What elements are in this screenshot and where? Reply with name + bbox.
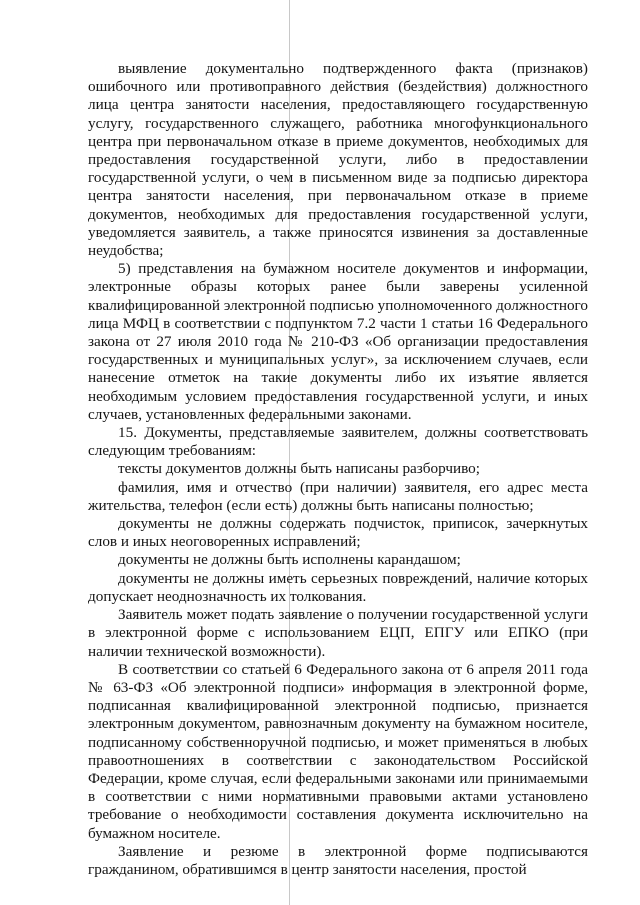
- document-body: [88, 60, 588, 879]
- paragraph-application-signing: Заявление и резюме в электронной форме подписываются гражданином, обратившимся в центр занятости населения, простой: [88, 842, 588, 878]
- paragraph-requirement-full-name: фамилия, имя и отчество (при наличии) заявителя, его адрес места жительства, телефон (если есть) должны быть написаны полностью;: [88, 478, 588, 514]
- paragraph-electronic-submission: Заявитель может подать заявление о получении государственной услуги в электронной форме с использованием ЕЦП, ЕПГУ или ЕПКО (при наличии технической возможности).: [88, 606, 588, 660]
- paragraph-15-requirements: 15. Документы, представляемые заявителем, должны соответствовать следующим требованиям:: [88, 424, 588, 460]
- paragraph-requirement-no-damage: документы не должны иметь серьезных повреждений, наличие которых допускает неоднозначность их толкования.: [88, 569, 588, 605]
- paragraph-electronic-signature-law: В соответствии со статьей 6 Федерального закона от 6 апреля 2011 года № 63-ФЗ «Об электронной подписи» информация в электронной форме, подписанная квалифицированной электронной подписью, признается электронным документом, равнозначным документу на бумажном носителе, подписанному собственноручной подписью, и может применяться в любых правоотношениях в соответствии с законодательством Российской Федерации, кроме случая, если федеральными законами или принимаемыми в соответствии с ними нормативными правовыми актами установлено требование о необходимости составления документа исключительно на бумажном носителе.: [88, 660, 588, 842]
- paragraph-requirement-no-erasures: документы не должны содержать подчисток, приписок, зачеркнутых слов и иных неоговоренных исправлений;: [88, 515, 588, 551]
- paragraph-requirement-no-pencil: документы не должны быть исполнены карандашом;: [118, 551, 461, 569]
- paragraph-requirement-legible: тексты документов должны быть написаны разборчиво;: [118, 460, 480, 478]
- paragraph-item-5: 5) представления на бумажном носителе документов и информации, электронные образы которых ранее были заверены усиленной квалифицированной электронной подписью уполномоченного должностного лица МФЦ в соответствии с подпунктом 7.2 части 1 статьи 16 Федерального закона от 27 июля 2010 года № 210-ФЗ «Об организации предоставления государственных и муниципальных услуг», за исключением случаев, если нанесение отметок на такие документы либо их изъятие является необходимым условием предоставления государственной услуги, и иных случаев, установленных федеральными законами.: [88, 260, 588, 423]
- paragraph-violation-detection: выявление документально подтвержденного факта (признаков) ошибочного или противоправного действия (бездействия) должностного лица центра занятости населения, предоставляющего государственную услугу, государственного служащего, работника многофункционального центра при первоначальном отказе в приеме документов, необходимых для предоставления государственной услуги, либо в предоставлении государственной услуги, о чем в письменном виде за подписью директора центра занятости населения, при первоначальном отказе в приеме документов, необходимых для предоставления государственной услуги, уведомляется заявитель, а также приносятся извинения за доставленные неудобства;: [88, 60, 588, 260]
